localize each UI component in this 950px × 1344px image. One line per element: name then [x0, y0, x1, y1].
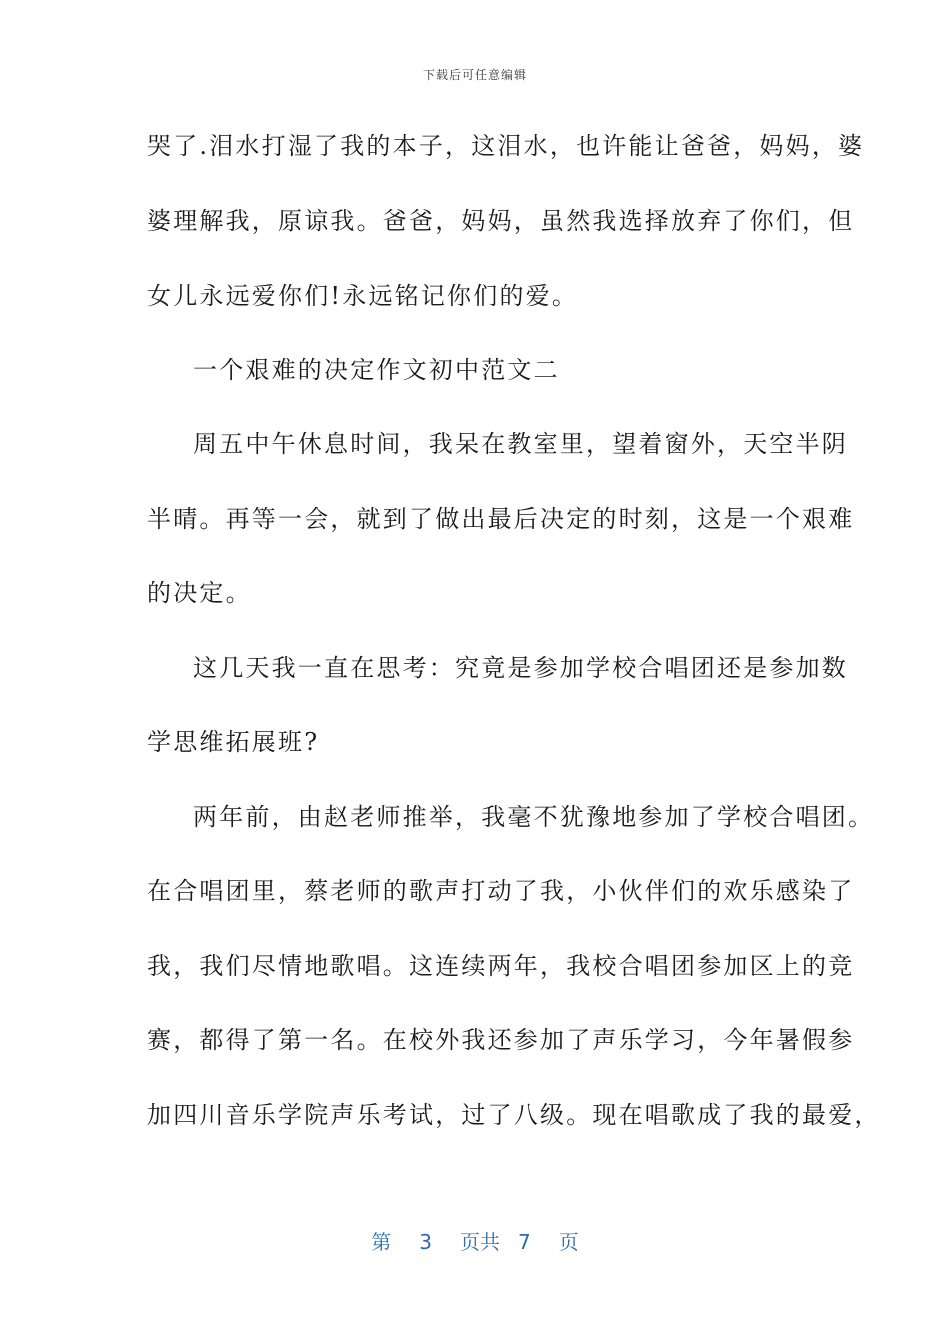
- footer-suffix: 页: [558, 1230, 579, 1254]
- footer-middle: 页共: [460, 1230, 500, 1254]
- body-line: 我，我们尽情地歌唱。这连续两年，我校合唱团参加区上的竞: [147, 952, 855, 980]
- section-heading: 一个艰难的决定作文初中范文二: [193, 356, 560, 384]
- body-line: 女儿永远爱你们!永远铭记你们的爱。: [147, 282, 579, 310]
- body-line: 两年前，由赵老师推举，我毫不犹豫地参加了学校合唱团。: [193, 803, 875, 831]
- footer-total-pages: 7: [518, 1230, 531, 1254]
- body-line: 哭了.泪水打湿了我的本子，这泪水，也许能让爸爸，妈妈，婆: [147, 132, 865, 160]
- body-line: 加四川音乐学院声乐考试，过了八级。现在唱歌成了我的最爱，: [147, 1101, 881, 1129]
- footer-page-number: 3: [419, 1230, 432, 1254]
- body-line: 学思维拓展班?: [147, 728, 320, 756]
- page-header: 下载后可任意编辑: [422, 68, 527, 82]
- body-line: 婆理解我，原谅我。爸爸，妈妈，虽然我选择放弃了你们，但: [147, 207, 855, 235]
- body-line: 周五中午休息时间，我呆在教室里，望着窗外，天空半阴: [193, 430, 848, 458]
- page-footer: [0, 1226, 950, 1255]
- footer-prefix: 第: [371, 1230, 392, 1254]
- body-line: 这几天我一直在思考：究竟是参加学校合唱团还是参加数: [193, 654, 848, 682]
- body-line: 赛，都得了第一名。在校外我还参加了声乐学习，今年暑假参: [147, 1026, 855, 1054]
- body-line: 的决定。: [147, 579, 252, 607]
- body-line: 在合唱团里，蔡老师的歌声打动了我，小伙伴们的欢乐感染了: [147, 877, 855, 905]
- body-line: 半晴。再等一会，就到了做出最后决定的时刻，这是一个艰难: [147, 505, 855, 533]
